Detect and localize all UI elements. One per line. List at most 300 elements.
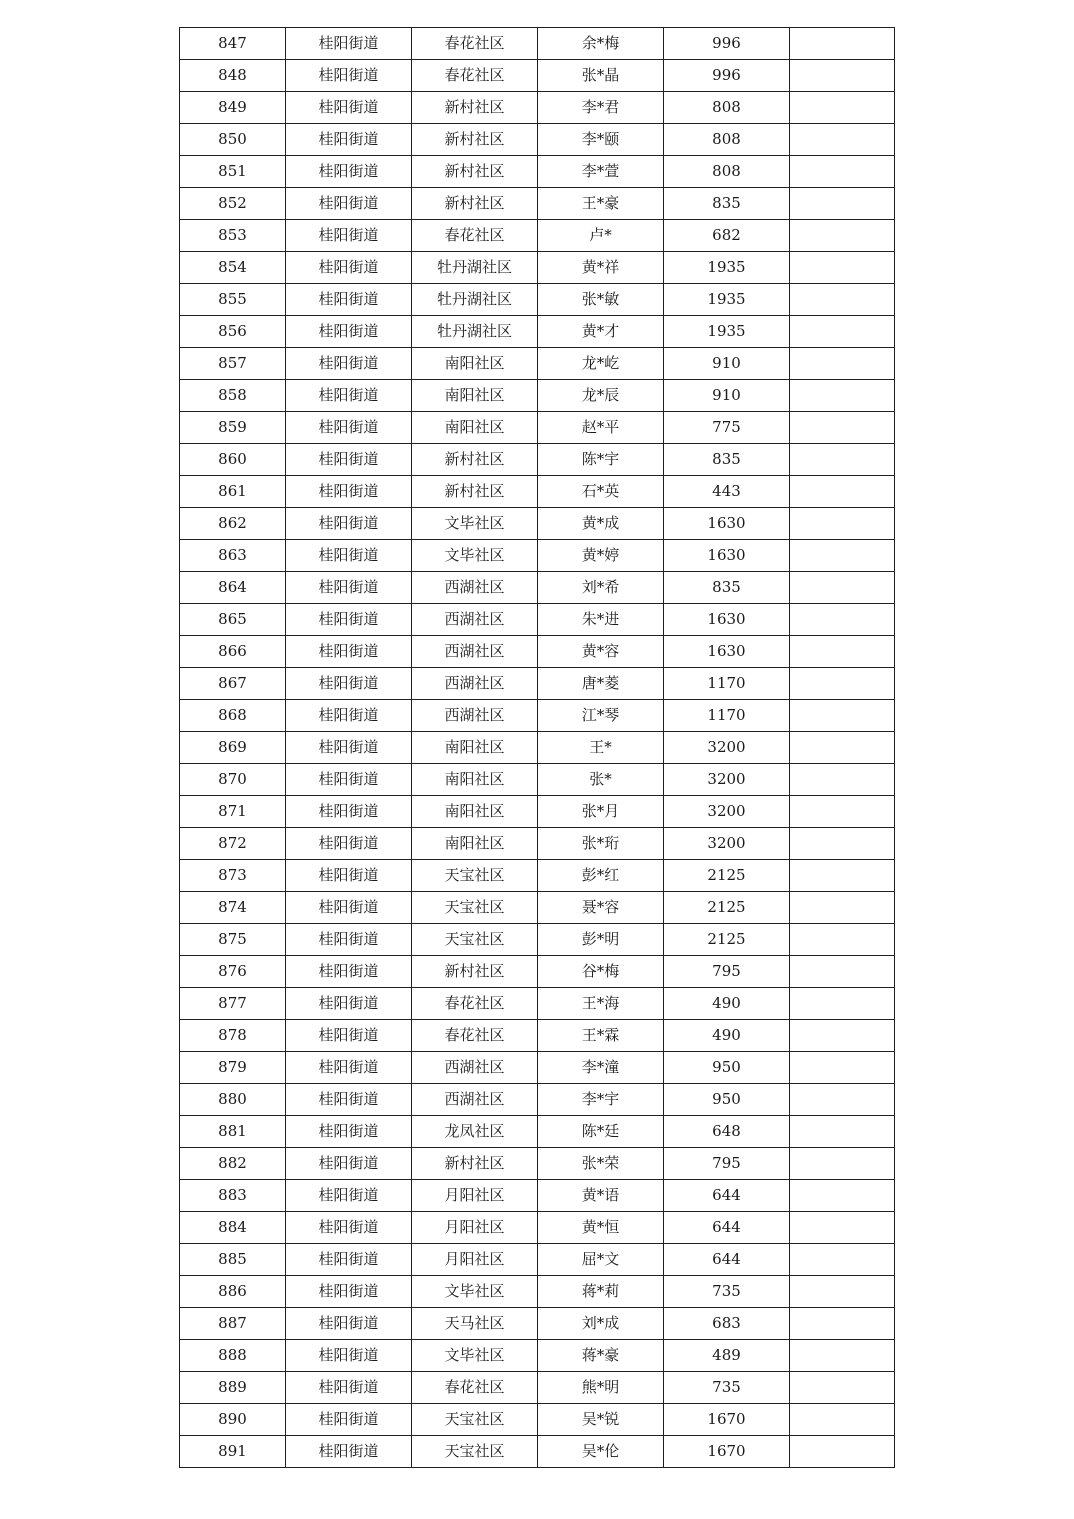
- community-cell: 南阳社区: [412, 764, 538, 796]
- name-cell: 李*颐: [538, 124, 664, 156]
- amount-cell: 443: [664, 476, 790, 508]
- row-number-cell: 859: [180, 412, 286, 444]
- name-cell: 聂*容: [538, 892, 664, 924]
- table-row: [180, 508, 895, 540]
- name-cell: 吴*锐: [538, 1404, 664, 1436]
- row-number-cell: 865: [180, 604, 286, 636]
- table-row: [180, 1212, 895, 1244]
- table-row: [180, 604, 895, 636]
- community-cell: 西湖社区: [412, 1052, 538, 1084]
- remark-cell: [790, 1084, 895, 1116]
- community-cell: 文毕社区: [412, 1340, 538, 1372]
- street-cell: 桂阳街道: [286, 220, 412, 252]
- remark-cell: [790, 1404, 895, 1436]
- row-number-cell: 887: [180, 1308, 286, 1340]
- table-row: [180, 892, 895, 924]
- community-cell: 春花社区: [412, 28, 538, 60]
- street-cell: 桂阳街道: [286, 380, 412, 412]
- remark-cell: [790, 1436, 895, 1468]
- name-cell: 李*萱: [538, 156, 664, 188]
- remark-cell: [790, 700, 895, 732]
- table-row: [180, 764, 895, 796]
- row-number-cell: 872: [180, 828, 286, 860]
- row-number-cell: 873: [180, 860, 286, 892]
- community-cell: 新村社区: [412, 188, 538, 220]
- name-cell: 黄*祥: [538, 252, 664, 284]
- name-cell: 赵*平: [538, 412, 664, 444]
- table-row: [180, 860, 895, 892]
- community-cell: 天宝社区: [412, 1404, 538, 1436]
- name-cell: 张*珩: [538, 828, 664, 860]
- table-row: [180, 1084, 895, 1116]
- community-cell: 西湖社区: [412, 572, 538, 604]
- street-cell: 桂阳街道: [286, 924, 412, 956]
- row-number-cell: 867: [180, 668, 286, 700]
- community-cell: 南阳社区: [412, 828, 538, 860]
- remark-cell: [790, 124, 895, 156]
- table-row: [180, 284, 895, 316]
- community-cell: 南阳社区: [412, 348, 538, 380]
- table-row: [180, 412, 895, 444]
- community-cell: 牡丹湖社区: [412, 316, 538, 348]
- amount-cell: 1935: [664, 316, 790, 348]
- street-cell: 桂阳街道: [286, 60, 412, 92]
- community-cell: 新村社区: [412, 1148, 538, 1180]
- remark-cell: [790, 540, 895, 572]
- community-cell: 新村社区: [412, 476, 538, 508]
- row-number-cell: 849: [180, 92, 286, 124]
- row-number-cell: 856: [180, 316, 286, 348]
- name-cell: 黄*才: [538, 316, 664, 348]
- name-cell: 蒋*豪: [538, 1340, 664, 1372]
- row-number-cell: 847: [180, 28, 286, 60]
- remark-cell: [790, 1340, 895, 1372]
- amount-cell: 490: [664, 988, 790, 1020]
- row-number-cell: 862: [180, 508, 286, 540]
- street-cell: 桂阳街道: [286, 316, 412, 348]
- community-cell: 文毕社区: [412, 508, 538, 540]
- amount-cell: 644: [664, 1244, 790, 1276]
- table-row: [180, 1276, 895, 1308]
- table-row: [180, 1436, 895, 1468]
- row-number-cell: 874: [180, 892, 286, 924]
- street-cell: 桂阳街道: [286, 1084, 412, 1116]
- street-cell: 桂阳街道: [286, 188, 412, 220]
- community-cell: 春花社区: [412, 1372, 538, 1404]
- row-number-cell: 866: [180, 636, 286, 668]
- table-row: [180, 1148, 895, 1180]
- table-row: [180, 540, 895, 572]
- remark-cell: [790, 572, 895, 604]
- table-row: [180, 220, 895, 252]
- community-cell: 新村社区: [412, 156, 538, 188]
- amount-cell: 835: [664, 188, 790, 220]
- table-row: [180, 1244, 895, 1276]
- name-cell: 李*君: [538, 92, 664, 124]
- community-cell: 南阳社区: [412, 412, 538, 444]
- amount-cell: 3200: [664, 764, 790, 796]
- name-cell: 刘*成: [538, 1308, 664, 1340]
- street-cell: 桂阳街道: [286, 668, 412, 700]
- community-cell: 新村社区: [412, 956, 538, 988]
- table-row: [180, 1116, 895, 1148]
- community-cell: 南阳社区: [412, 380, 538, 412]
- amount-cell: 1630: [664, 636, 790, 668]
- street-cell: 桂阳街道: [286, 988, 412, 1020]
- amount-cell: 1670: [664, 1436, 790, 1468]
- table-row: [180, 380, 895, 412]
- community-cell: 天宝社区: [412, 892, 538, 924]
- table-row: [180, 1340, 895, 1372]
- amount-cell: 950: [664, 1084, 790, 1116]
- name-cell: 江*琴: [538, 700, 664, 732]
- name-cell: 王*: [538, 732, 664, 764]
- row-number-cell: 864: [180, 572, 286, 604]
- name-cell: 陈*宇: [538, 444, 664, 476]
- row-number-cell: 854: [180, 252, 286, 284]
- amount-cell: 3200: [664, 732, 790, 764]
- street-cell: 桂阳街道: [286, 956, 412, 988]
- remark-cell: [790, 732, 895, 764]
- street-cell: 桂阳街道: [286, 700, 412, 732]
- remark-cell: [790, 28, 895, 60]
- name-cell: 黄*恒: [538, 1212, 664, 1244]
- remark-cell: [790, 1372, 895, 1404]
- remark-cell: [790, 764, 895, 796]
- community-cell: 天宝社区: [412, 924, 538, 956]
- name-cell: 黄*容: [538, 636, 664, 668]
- name-cell: 刘*希: [538, 572, 664, 604]
- community-cell: 新村社区: [412, 92, 538, 124]
- name-cell: 黄*成: [538, 508, 664, 540]
- name-cell: 彭*明: [538, 924, 664, 956]
- remark-cell: [790, 1180, 895, 1212]
- table-row: [180, 1180, 895, 1212]
- name-cell: 张*敏: [538, 284, 664, 316]
- community-cell: 西湖社区: [412, 700, 538, 732]
- name-cell: 王*海: [538, 988, 664, 1020]
- amount-cell: 795: [664, 1148, 790, 1180]
- row-number-cell: 853: [180, 220, 286, 252]
- remark-cell: [790, 1148, 895, 1180]
- community-cell: 春花社区: [412, 988, 538, 1020]
- name-cell: 张*晶: [538, 60, 664, 92]
- amount-cell: 3200: [664, 796, 790, 828]
- community-cell: 天宝社区: [412, 860, 538, 892]
- name-cell: 张*: [538, 764, 664, 796]
- name-cell: 彭*红: [538, 860, 664, 892]
- name-cell: 朱*进: [538, 604, 664, 636]
- remark-cell: [790, 1020, 895, 1052]
- remark-cell: [790, 188, 895, 220]
- amount-cell: 2125: [664, 892, 790, 924]
- amount-cell: 683: [664, 1308, 790, 1340]
- remark-cell: [790, 348, 895, 380]
- row-number-cell: 863: [180, 540, 286, 572]
- street-cell: 桂阳街道: [286, 1340, 412, 1372]
- amount-cell: 808: [664, 124, 790, 156]
- amount-cell: 2125: [664, 860, 790, 892]
- amount-cell: 735: [664, 1276, 790, 1308]
- amount-cell: 950: [664, 1052, 790, 1084]
- remark-cell: [790, 156, 895, 188]
- table-row: [180, 124, 895, 156]
- street-cell: 桂阳街道: [286, 508, 412, 540]
- row-number-cell: 868: [180, 700, 286, 732]
- community-cell: 牡丹湖社区: [412, 252, 538, 284]
- remark-cell: [790, 444, 895, 476]
- amount-cell: 644: [664, 1180, 790, 1212]
- row-number-cell: 889: [180, 1372, 286, 1404]
- community-cell: 天马社区: [412, 1308, 538, 1340]
- table-row: [180, 444, 895, 476]
- name-cell: 唐*菱: [538, 668, 664, 700]
- street-cell: 桂阳街道: [286, 572, 412, 604]
- table-row: [180, 1020, 895, 1052]
- row-number-cell: 886: [180, 1276, 286, 1308]
- name-cell: 屈*文: [538, 1244, 664, 1276]
- row-number-cell: 883: [180, 1180, 286, 1212]
- amount-cell: 910: [664, 348, 790, 380]
- row-number-cell: 879: [180, 1052, 286, 1084]
- remark-cell: [790, 796, 895, 828]
- name-cell: 黄*语: [538, 1180, 664, 1212]
- community-cell: 文毕社区: [412, 540, 538, 572]
- street-cell: 桂阳街道: [286, 348, 412, 380]
- amount-cell: 808: [664, 156, 790, 188]
- row-number-cell: 882: [180, 1148, 286, 1180]
- amount-cell: 1170: [664, 700, 790, 732]
- amount-cell: 490: [664, 1020, 790, 1052]
- remark-cell: [790, 316, 895, 348]
- street-cell: 桂阳街道: [286, 860, 412, 892]
- table-row: [180, 700, 895, 732]
- amount-cell: 795: [664, 956, 790, 988]
- name-cell: 陈*廷: [538, 1116, 664, 1148]
- remark-cell: [790, 476, 895, 508]
- street-cell: 桂阳街道: [286, 636, 412, 668]
- street-cell: 桂阳街道: [286, 1436, 412, 1468]
- community-cell: 月阳社区: [412, 1180, 538, 1212]
- remark-cell: [790, 92, 895, 124]
- table-row: [180, 732, 895, 764]
- amount-cell: 1630: [664, 508, 790, 540]
- name-cell: 龙*辰: [538, 380, 664, 412]
- table-row: [180, 92, 895, 124]
- name-cell: 张*荣: [538, 1148, 664, 1180]
- table-row: [180, 188, 895, 220]
- street-cell: 桂阳街道: [286, 124, 412, 156]
- row-number-cell: 869: [180, 732, 286, 764]
- street-cell: 桂阳街道: [286, 1116, 412, 1148]
- table-row: [180, 348, 895, 380]
- remark-cell: [790, 636, 895, 668]
- community-cell: 南阳社区: [412, 732, 538, 764]
- amount-cell: 1630: [664, 604, 790, 636]
- community-cell: 新村社区: [412, 124, 538, 156]
- street-cell: 桂阳街道: [286, 1052, 412, 1084]
- row-number-cell: 880: [180, 1084, 286, 1116]
- remark-cell: [790, 60, 895, 92]
- row-number-cell: 857: [180, 348, 286, 380]
- amount-cell: 996: [664, 60, 790, 92]
- street-cell: 桂阳街道: [286, 1148, 412, 1180]
- table-row: [180, 156, 895, 188]
- table-row: [180, 60, 895, 92]
- name-cell: 吴*伦: [538, 1436, 664, 1468]
- remark-cell: [790, 252, 895, 284]
- name-cell: 张*月: [538, 796, 664, 828]
- row-number-cell: 860: [180, 444, 286, 476]
- name-cell: 熊*明: [538, 1372, 664, 1404]
- remark-cell: [790, 1212, 895, 1244]
- table-row: [180, 988, 895, 1020]
- row-number-cell: 851: [180, 156, 286, 188]
- remark-cell: [790, 1308, 895, 1340]
- row-number-cell: 885: [180, 1244, 286, 1276]
- street-cell: 桂阳街道: [286, 156, 412, 188]
- remark-cell: [790, 508, 895, 540]
- amount-cell: 644: [664, 1212, 790, 1244]
- table-row: [180, 636, 895, 668]
- table-row: [180, 476, 895, 508]
- remark-cell: [790, 412, 895, 444]
- remark-cell: [790, 988, 895, 1020]
- street-cell: 桂阳街道: [286, 284, 412, 316]
- table-row: [180, 1052, 895, 1084]
- remark-cell: [790, 828, 895, 860]
- street-cell: 桂阳街道: [286, 1308, 412, 1340]
- street-cell: 桂阳街道: [286, 892, 412, 924]
- street-cell: 桂阳街道: [286, 796, 412, 828]
- street-cell: 桂阳街道: [286, 604, 412, 636]
- street-cell: 桂阳街道: [286, 1244, 412, 1276]
- remark-cell: [790, 1244, 895, 1276]
- table-row: [180, 572, 895, 604]
- remark-cell: [790, 604, 895, 636]
- street-cell: 桂阳街道: [286, 252, 412, 284]
- community-cell: 春花社区: [412, 1020, 538, 1052]
- table-row: [180, 1404, 895, 1436]
- row-number-cell: 877: [180, 988, 286, 1020]
- row-number-cell: 891: [180, 1436, 286, 1468]
- data-table: [179, 27, 895, 1468]
- remark-cell: [790, 892, 895, 924]
- row-number-cell: 878: [180, 1020, 286, 1052]
- remark-cell: [790, 1276, 895, 1308]
- amount-cell: 1170: [664, 668, 790, 700]
- row-number-cell: 871: [180, 796, 286, 828]
- row-number-cell: 884: [180, 1212, 286, 1244]
- row-number-cell: 870: [180, 764, 286, 796]
- street-cell: 桂阳街道: [286, 732, 412, 764]
- street-cell: 桂阳街道: [286, 1180, 412, 1212]
- remark-cell: [790, 668, 895, 700]
- name-cell: 王*豪: [538, 188, 664, 220]
- name-cell: 李*潼: [538, 1052, 664, 1084]
- row-number-cell: 888: [180, 1340, 286, 1372]
- amount-cell: 996: [664, 28, 790, 60]
- community-cell: 月阳社区: [412, 1212, 538, 1244]
- name-cell: 黄*婷: [538, 540, 664, 572]
- community-cell: 文毕社区: [412, 1276, 538, 1308]
- community-cell: 西湖社区: [412, 604, 538, 636]
- amount-cell: 808: [664, 92, 790, 124]
- street-cell: 桂阳街道: [286, 764, 412, 796]
- name-cell: 余*梅: [538, 28, 664, 60]
- row-number-cell: 850: [180, 124, 286, 156]
- name-cell: 卢*: [538, 220, 664, 252]
- table-row: [180, 252, 895, 284]
- table-row: [180, 796, 895, 828]
- amount-cell: 1670: [664, 1404, 790, 1436]
- street-cell: 桂阳街道: [286, 1404, 412, 1436]
- street-cell: 桂阳街道: [286, 28, 412, 60]
- community-cell: 西湖社区: [412, 636, 538, 668]
- remark-cell: [790, 956, 895, 988]
- street-cell: 桂阳街道: [286, 476, 412, 508]
- street-cell: 桂阳街道: [286, 412, 412, 444]
- row-number-cell: 876: [180, 956, 286, 988]
- remark-cell: [790, 1116, 895, 1148]
- amount-cell: 775: [664, 412, 790, 444]
- community-cell: 新村社区: [412, 444, 538, 476]
- name-cell: 龙*屹: [538, 348, 664, 380]
- community-cell: 龙凤社区: [412, 1116, 538, 1148]
- table-row: [180, 1372, 895, 1404]
- table-row: [180, 28, 895, 60]
- remark-cell: [790, 860, 895, 892]
- amount-cell: 682: [664, 220, 790, 252]
- amount-cell: 910: [664, 380, 790, 412]
- street-cell: 桂阳街道: [286, 540, 412, 572]
- amount-cell: 3200: [664, 828, 790, 860]
- street-cell: 桂阳街道: [286, 1372, 412, 1404]
- row-number-cell: 858: [180, 380, 286, 412]
- street-cell: 桂阳街道: [286, 444, 412, 476]
- remark-cell: [790, 284, 895, 316]
- amount-cell: 648: [664, 1116, 790, 1148]
- remark-cell: [790, 1052, 895, 1084]
- amount-cell: 1935: [664, 252, 790, 284]
- name-cell: 王*霖: [538, 1020, 664, 1052]
- name-cell: 谷*梅: [538, 956, 664, 988]
- community-cell: 天宝社区: [412, 1436, 538, 1468]
- row-number-cell: 855: [180, 284, 286, 316]
- amount-cell: 2125: [664, 924, 790, 956]
- amount-cell: 1935: [664, 284, 790, 316]
- name-cell: 蒋*莉: [538, 1276, 664, 1308]
- table-row: [180, 828, 895, 860]
- community-cell: 西湖社区: [412, 1084, 538, 1116]
- community-cell: 月阳社区: [412, 1244, 538, 1276]
- community-cell: 西湖社区: [412, 668, 538, 700]
- remark-cell: [790, 924, 895, 956]
- amount-cell: 489: [664, 1340, 790, 1372]
- table-row: [180, 1308, 895, 1340]
- remark-cell: [790, 380, 895, 412]
- row-number-cell: 852: [180, 188, 286, 220]
- table-row: [180, 924, 895, 956]
- street-cell: 桂阳街道: [286, 92, 412, 124]
- street-cell: 桂阳街道: [286, 1276, 412, 1308]
- row-number-cell: 881: [180, 1116, 286, 1148]
- row-number-cell: 875: [180, 924, 286, 956]
- row-number-cell: 890: [180, 1404, 286, 1436]
- amount-cell: 1630: [664, 540, 790, 572]
- table-body: [180, 28, 895, 1468]
- street-cell: 桂阳街道: [286, 1212, 412, 1244]
